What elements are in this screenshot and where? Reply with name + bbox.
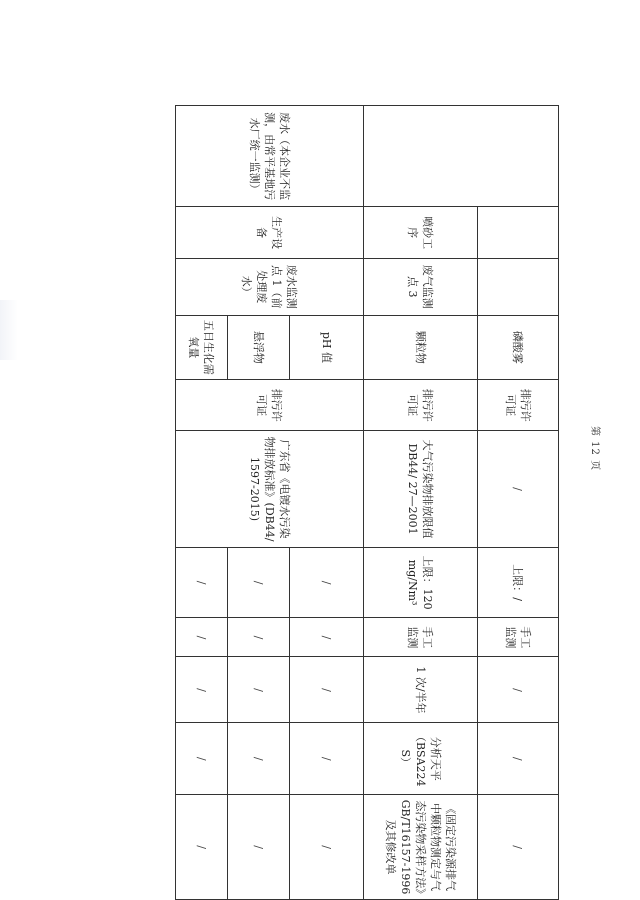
instrument-cell: / [176,723,228,795]
analysis-method-cell: 《固定污染源排气中颗粒物测定与气态污染物采样方法》GB/T16157-1996 及其修改单 [364,795,478,900]
page-number: 第 12 页 [589,426,600,472]
monitor-point-cell [478,259,559,316]
frequency-cell: 1 次/半年 [364,657,478,723]
frequency-cell: / [290,657,364,723]
basis-cell: 排污许可证 [176,380,364,431]
frequency-cell: / [478,657,559,723]
process-cell: 喷砂工序 [364,207,478,259]
process-cell: 生产设备 [176,207,364,259]
method-cell: 手工监测 [364,618,478,657]
analysis-method-cell: / [478,795,559,900]
category-cell: 废水（本企业不监测，由常平基地污水厂统一监测） [176,106,364,207]
basis-cell: 排污许可证 [364,380,478,431]
standard-cell: / [478,431,559,548]
analysis-method-cell: / [176,795,228,900]
monitor-point-cell: 废气监测点 3 [364,259,478,316]
frequency-cell: / [228,657,290,723]
method-cell: 手工监测 [478,618,559,657]
table-row [478,106,559,900]
table-row [290,106,364,900]
instrument-cell: 分析天平（BSA224S） [364,723,478,795]
instrument-cell: / [478,723,559,795]
standard-cell: 大气污染物排放限值 DB44/ 27—2001 [364,431,478,548]
pollutant-cell: pH 值 [290,315,364,380]
monitoring-table [175,105,559,900]
process-cell [478,207,559,259]
pollutant-cell: 颗粒物 [364,315,478,380]
table-row [364,106,478,900]
basis-cell: 排污许可证 [478,380,559,431]
pollutant-cell: 悬浮物 [228,315,290,380]
limit-cell: 上限：/ [478,547,559,618]
frequency-cell: / [176,657,228,723]
pollutant-cell: 磷酸雾 [478,315,559,380]
monitor-point-cell: 废水监测点 1（前处理废水） [176,259,364,316]
category-cell-empty [364,106,559,207]
analysis-method-cell: / [290,795,364,900]
limit-cell: 上限：120mg/Nm³ [364,547,478,618]
method-cell: / [290,618,364,657]
instrument-cell: / [290,723,364,795]
method-cell: / [176,618,228,657]
limit-cell: / [176,547,228,618]
pollutant-cell: 五日生化需氧量 [176,315,228,380]
standard-cell: 广东省《电镀水污染物排放标准》(DB44/1597-2015) [176,431,364,548]
limit-cell: / [228,547,290,618]
limit-cell: / [290,547,364,618]
instrument-cell: / [228,723,290,795]
analysis-method-cell: / [228,795,290,900]
method-cell: / [228,618,290,657]
